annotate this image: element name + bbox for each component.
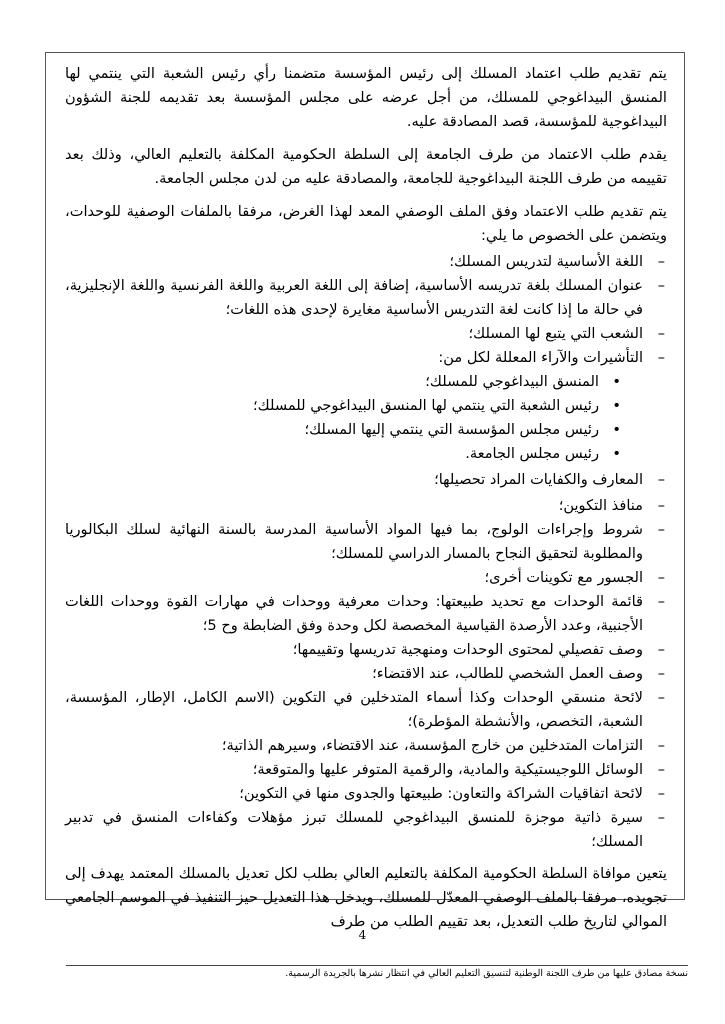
sub-list-item: • المنسق البيداغوجي للمسلك؛ [65, 370, 599, 394]
list-item: – وصف تفصيلي لمحتوى الوحدات ومنهجية تدريسها وتقييمها؛ [65, 638, 643, 662]
sub-list-item: • رئيس مجلس المؤسسة التي ينتمي إليها المسلك؛ [65, 418, 599, 442]
paragraph-submission-to-institution: يتم تقديم طلب اعتماد المسلك إلى رئيس المؤسسة متضمنا رأي رئيس الشعبة التي ينتمي لها المنسق البيداغوجي للمسلك، من أجل عرضه على مجلس المؤسسة بعد تقديمه للجنة الشؤون البيداغوجية للمؤسسة، قصد المصادقة عليه. [65, 65, 667, 130]
approvals-sub-list [65, 370, 643, 466]
list-item: – وصف العمل الشخصي للطالب، عند الاقتضاء؛ [65, 662, 643, 686]
requirements-list-b [65, 468, 667, 492]
list-item: – الوسائل اللوجيستيكية والمادية، والرقمية المتوفر عليها والمتوقعة؛ [65, 758, 643, 782]
list-item: – لائحة منسقي الوحدات وكذا أسماء المتدخلين في التكوين (الاسم الكامل، الإطار، المؤسسة، الشعبة، التخصص، والأنشطة المؤطرة)؛ [65, 686, 643, 734]
footer-note: نسخة مصادق عليها من طرف اللجنة الوطنية لتنسيق التعليم العالي في انتظار نشرها بالجريدة الرسمية. [285, 968, 688, 979]
list-item: – اللغة الأساسية لتدريس المسلك؛ [65, 250, 643, 274]
list-item: – قائمة الوحدات مع تحديد طبيعتها: وحدات معرفية ووحدات في مهارات القوة ووحدات اللغات الأجنبية، وعدد الأرصدة القياسية المخصصة لكل وحدة وفق الضابطة وح 5؛ [65, 590, 643, 638]
list-item: – لائحة اتفاقيات الشراكة والتعاون: طبيعتها والجدوى منها في التكوين؛ [65, 782, 643, 806]
requirements-list-a [65, 250, 667, 466]
sub-list-item: • رئيس الشعبة التي ينتمي لها المنسق البيداغوجي للمسلك؛ [65, 394, 599, 418]
list-item: – منافذ التكوين؛ [65, 494, 643, 518]
list-item: – المعارف والكفايات المراد تحصيلها؛ [65, 468, 643, 492]
list-item: – التزامات المتدخلين من خارج المؤسسة، عند الاقتضاء، وسيرهم الذاتية؛ [65, 734, 643, 758]
paragraph-descriptive-file: يتم تقديم طلب الاعتماد وفق الملف الوصفي المعد لهذا الغرض، مرفقا بالملفات الوصفية للوحدات، ويتضمن على الخصوص ما يلي: [65, 203, 667, 244]
list-item-approvals [65, 346, 643, 466]
paragraph-submission-to-ministry: يقدم طلب الاعتماد من طرف الجامعة إلى السلطة الحكومية المكلفة بالتعليم العالي، وذلك بعد تقييمه من طرف اللجنة البيداغوجية للجامعة، والمصادقة عليه من لدن مجلس الجامعة. [65, 146, 667, 187]
sub-list-item: • رئيس مجلس الجامعة. [65, 442, 599, 466]
paragraph-modification-request: يتعين موافاة السلطة الحكومية المكلفة بالتعليم العالي بطلب لكل تعديل بالمسلك المعتمد يهدف إلى تجويده، مرفقا بالملف الوصفي المعدّل للمسلك، ويدخل هذا التعديل حيز التنفيذ في الموسم الجامعي الموالي لتاريخ طلب التعديل، بعد تقييم الطلب من طرف [65, 865, 667, 930]
list-item: – عنوان المسلك بلغة تدريسه الأساسية، إضافة إلى اللغة العربية واللغة الفرنسية واللغة الإنجليزية، في حالة ما إذا كانت لغة التدريس الأساسية مغايرة لإحدى هذه اللغات؛ [65, 274, 643, 322]
list-item: – سيرة ذاتية موجزة للمنسق البيداغوجي للمسلك تبرز مؤهلات وكفاءات المنسق في تدبير المسلك؛ [65, 806, 643, 854]
list-item: – الشعب التي يتبع لها المسلك؛ [65, 322, 643, 346]
list-item: – شروط وإجراءات الولوج، بما فيها المواد الأساسية المدرسة بالسنة النهائية لسلك البكالوريا والمطلوبة لتحقيق النجاح بالمسار الدراسي للمسلك؛ [65, 518, 643, 566]
document-body [65, 62, 667, 930]
list-item: – الجسور مع تكوينات أخرى؛ [65, 566, 643, 590]
list-item-label: التأشيرات والآراء المعللة لكل من: [438, 349, 643, 366]
requirements-list-c [65, 494, 667, 854]
footer-divider [66, 965, 688, 966]
page-number: 4 [358, 928, 367, 942]
